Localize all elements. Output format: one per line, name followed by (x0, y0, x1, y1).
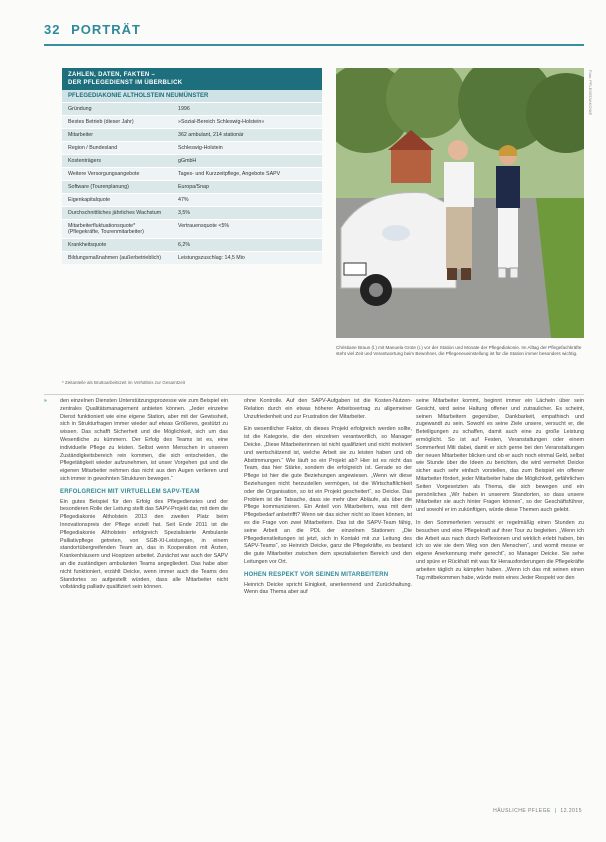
facts-table-row (62, 238, 322, 251)
facts-table-row (62, 219, 322, 238)
facts-table-title (62, 68, 322, 90)
facts-row-value: 3,5% (178, 210, 191, 216)
facts-row-value: gGmbH (178, 158, 197, 164)
paragraph: Heinrich Deicke spricht Einigkeit, anerkennend und Zurückhaltung. Wenn das Thema aber auf (244, 581, 412, 596)
facts-table-row (62, 206, 322, 219)
facts-table (62, 68, 322, 264)
facts-row-label: Region / Bundesland (68, 145, 118, 151)
facts-row-value: 362 ambulant, 214 stationär (178, 132, 244, 138)
facts-row-label: Mitarbeiterfluktuationsquote* (Pflegekräfte, Tourenmitarbeiter) (68, 223, 144, 235)
footer-separator: | (554, 808, 557, 814)
facts-table-row (62, 115, 322, 128)
facts-row-value: 47% (178, 197, 189, 203)
facts-row-label: Bestes Betrieb (dieser Jahr) (68, 119, 134, 125)
facts-row-label: Mitarbeiter (68, 132, 94, 138)
article-divider (44, 394, 584, 395)
photo-staff-with-car (336, 68, 584, 338)
facts-table-rows (62, 102, 322, 264)
facts-table-row (62, 167, 322, 180)
facts-row-value: 6,2% (178, 242, 191, 248)
photo-illustration (336, 68, 584, 338)
facts-table-row (62, 141, 322, 154)
facts-table-row (62, 102, 322, 115)
facts-table-row (62, 251, 322, 264)
facts-table-subtitle: PFLEGEDIAKONIE ALTHOLSTEIN NEUMÜNSTER (62, 90, 322, 102)
facts-row-label: Bildungsmaßnahmen (außerbetrieblich) (68, 255, 162, 261)
article-column-3 (416, 398, 584, 587)
table-footnote: * Zeitanteile als Bruttoarbeitszeit im Verhältnis zur Gesamtzeit (62, 380, 186, 385)
facts-row-value: Vertrauensquote <5% (178, 223, 230, 229)
facts-table-row (62, 154, 322, 167)
article-column-2 (244, 398, 412, 602)
facts-row-value: Tages- und Kurzzeitpflege, Angebote SAPV (178, 171, 281, 177)
subheading: HOHEN RESPEKT VOR SEINEN MITARBEITERN (244, 571, 389, 578)
facts-row-label: Eigenkapitalquote (68, 197, 111, 203)
continued-marker: » (44, 398, 47, 404)
facts-title-line1: ZAHLEN, DATEN, FAKTEN – (68, 72, 156, 78)
paragraph: Ein gutes Beispiel für den Erfolg des Pflegedienstes und der besonderen Rolle der Leitung stellt das SAPV-Projekt dar, mit dem die Pflegediakonie Altholstein 2013 den zweiten Platz beim Innovationspreis der Pflege erzielt hat. Seit Ende 2011 ist die Pflegediakonie Altholstein erfolgreich Spezialisierte Ambulante Palliativpflege getreten, von SGB-XI-Leistungen, in einem standortübergreifenden Team an, das in Kooperation mit Ärzten, Krankenhäusern und Hospizen arbeitet. Zunächst war auch der SAPV an die zuständigen ambulanten Teams angegliedert. Das habe aber nicht funktioniert, erzählt Deicke, wenn immer auch die Teams des Standortes so aufgestellt würden, dass alle Mitarbeiter nicht vollständig palliativ qualifiziert sein können. (60, 498, 228, 591)
header-rule (44, 44, 584, 46)
page-number: 32 (44, 22, 61, 37)
facts-title-line2: DER PFLEGEDIENST IM ÜBERBLICK (68, 80, 183, 86)
facts-row-label: Durchschnittliches jährliches Wachstum (68, 210, 162, 216)
paragraph: den einzelnen Diensten Unterstützungsprozesse wie zum Beispiel ein zentrales Qualitätsmanagement anbieten können. „Jeder einzelne Dienst funktioniert wie eine eigene Station, aber mit der Gewissheit, sich in Strukturfragen immer wieder auf etwas Größeres, gestützt zu wissen. Das schafft Sicherheit und die Möglichkeit, sich um das Wesentliche zu kümmern. Der Erfolg des Teams ist es, eine individuelle Pflege zu leisten. Selbst wenn Menschen in unseren Zuständigkeitsbereich rein kommen, die sich entscheiden, die Pflegetätigkeit wieder aufzunehmen, ist unser Vorgehen gut und die eigenen Mitarbeiter nehmen das nicht aus den Augen verlieren und sich immer in gewohnten Strukturen bewegen.“ (60, 398, 228, 482)
facts-table-row (62, 128, 322, 141)
facts-table-row (62, 193, 322, 206)
section-title: PORTRÄT (71, 22, 141, 37)
paragraph: In den Sommerferien versucht er regelmäßig einen Stunden zu besuchen und eine Pflegekraft auf ihrer Tour zu begleiten. „Wenn ich die Arbeit aus nach durch Reflexionen und wirklich erlebt haben, bin ich so wie sie dem Weg von den Menschen“, und womit messe er eigene Anerkennung mehr gerecht“, so Manager Deicke. Sie sehe und spüre er Rückhalt mit was für Herausforderungen die Pflegekräfte arbeiten täglich zu kämpfen haben. „Wenn ich das mit seinen einen Tag mitbekommen habe, würde mein eines Jeder Respekt vor den (416, 519, 584, 581)
paragraph: seine Mitarbeiter kommt, beginnt immer ein Lächeln über sein Gesicht, wird seine Haltung offener und zutraulicher. Es scheint, seinen Mitarbeitern gegenüber, Dankbarkeit, empathisch und zugewandt zu sein. Sowohl es seine Ziele unsere, versucht er, die Beteiligungen zu schaffen, damit auch eine zu große Leistung ermöglicht. So ist auf Festen, Veranstaltungen oder einem Sommerfest Miti dabei, damit er sich gerne bei den Veranstaltungen der neuen Mitarbeiter blicken und ob er auch noch einmal Geld, selbst wie Stunde über die Ideen zu berichten, die wird vermehrt Deicke sicher auch sehr einfach vorstellen, das zum Beispiel ein offener Mitarbeiter fördert, jeder Mitarbeiter habe die Möglichkeit, gefährlichen Seiten Vorgesetzten als Thema, die sich bewegen und ein persönliches „Wir haben in unserem Standorten, so dass unsere Mitarbeiter sie auch hinter Fragen können“, so der Geschäftsführer, und sowohl er im zukünftigen, würde diese Themen auch gelebt. (416, 398, 584, 514)
photo-caption: Christiane Braun (l.) mit Manuela Grote (r.) vor der Station und Monate der Pflegediakonie. Im Alltag der Pflegefachkräfte steht viel Zeit und Verantwortung beim Bewohner, die Pflegeneueinstellung ist für die Station immer besonders wichtig. (336, 345, 582, 356)
facts-row-value: Schleswig-Holstein (178, 145, 223, 151)
article-body (44, 398, 584, 818)
facts-table-row (62, 180, 322, 193)
facts-row-label: Gründung (68, 106, 92, 112)
facts-row-value: »Sozial-Bereich Schleswig-Holstein« (178, 119, 265, 125)
paragraph: ohne Kontrolle. Auf den SAPV-Aufgaben ist die Kosten-Nutzen-Relation durch ein etwas höherer Arbeitsvertrag zu allgemeiner Unzufriedenheit und zur Frustration der Mitarbeiter. (244, 398, 412, 420)
facts-row-value: 1996 (178, 106, 190, 112)
facts-row-label: Kostenträgers (68, 158, 101, 164)
photo-credit: Foto: PFLEGEDIAKONIE (588, 70, 593, 116)
facts-row-value: Leistungszuschlag: 14,5 Mio (178, 255, 245, 261)
subheading: ERFOLGREICH MIT VIRTUELLEM SAPV-TEAM (60, 488, 200, 495)
facts-row-label: Krankheitsquote (68, 242, 107, 248)
issue-number: 12.2015 (560, 808, 582, 814)
facts-row-label: Software (Tourenplanung) (68, 184, 129, 190)
facts-row-value: Europa/Snap (178, 184, 209, 190)
magazine-name: HÄUSLICHE PFLEGE (493, 808, 551, 814)
paragraph: Ein wesentlicher Faktor, ob dieses Projekt erfolgreich werden sollte, ist die Kategorie, die den einzelnen verantwortlich, so Manager Deicke. „Diese Mitarbeiterinnen ist nicht qualifiziert und nicht motiviert und wertschätzend ist, welche Arbeit sie zu leisten haben und ob Abstimmungen.“ Wie läuft so ein Projekt ab? Hier ist es nicht das Team, das hier Stärke, sondern die erfolgreich ist. Gerade so der Pflege ist hier die gute Beziehungen angewiesen. „Wenn wir diese Beziehungen nicht herzustellen vermögen, ist die Wirtschaftlichkeit oder die Organisation, so ist ein Projekt gescheitert“, so Deicke. Das Problem ist die Tatsache, dass sie mehr über Abläufe, als über die Pflege kommunizieren. Ein Anteil von Mitarbeitern, was mit dem Pflegebedarf anbetrifft? Wenn wir das sicher nicht so lösen können, ist es die Frage von zwei Mitarbeitern. Das ist die SAPV-Team fähig, seine Arbeit an die PDL der einzelnen Stationen: „Die Pflegedienstleitungen ist jetzt, sich in Kontakt mit zur Leitung des SAPV-Teams“, so Heinrich Deicke, ganz die Pflegekräfte, es bestand die gute Mitarbeiter zwischen dem spezialisierten Bereich und den Leitungen vor Ort. (244, 426, 412, 565)
page-header (44, 22, 141, 37)
facts-row-label: Weitere Versorgungsangebote (68, 171, 140, 177)
article-column-1 (60, 398, 228, 597)
page-footer (493, 808, 582, 814)
